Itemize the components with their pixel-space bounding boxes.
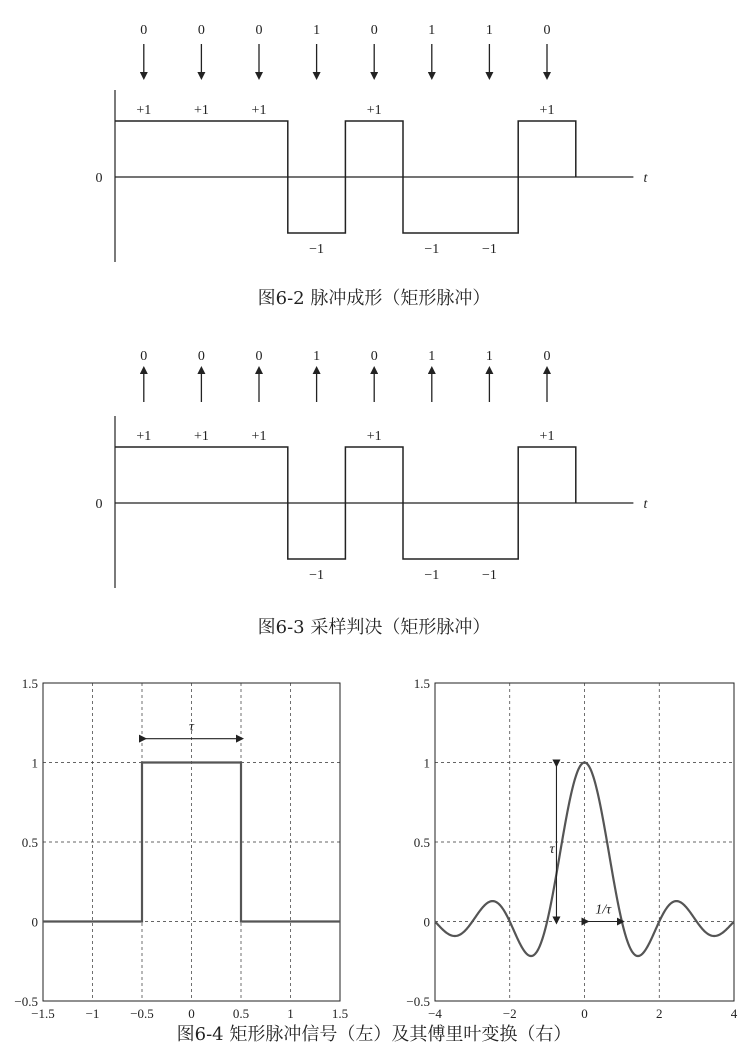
- level-label: +1: [366, 103, 382, 118]
- bit-label: 1: [313, 349, 321, 364]
- level-label: +1: [251, 103, 267, 118]
- x-tick-label: −2: [502, 1006, 517, 1021]
- level-label: +1: [539, 429, 555, 444]
- x-tick-label: 0.5: [232, 1006, 250, 1021]
- bit-label: 0: [255, 23, 263, 38]
- tau-height-annotation: τ: [549, 842, 555, 858]
- tau-annotation: τ: [188, 719, 195, 735]
- zero-label: 0: [95, 497, 103, 512]
- y-tick-label: 1: [31, 755, 38, 771]
- x-tick-label: 0: [188, 1006, 195, 1021]
- y-tick-label: 0: [423, 914, 430, 930]
- figure-6-4-right-chart: [406, 676, 737, 1021]
- level-label: −1: [309, 568, 325, 583]
- figure-6-3: [96, 349, 649, 588]
- level-label: −1: [481, 568, 497, 583]
- bit-label: 1: [485, 349, 493, 364]
- bit-label: 0: [370, 349, 378, 364]
- bit-label: 0: [197, 23, 205, 38]
- bit-label: 1: [428, 23, 436, 38]
- figure-6-4-left-chart: [14, 676, 348, 1021]
- bit-label: 0: [543, 349, 551, 364]
- level-label: +1: [539, 103, 555, 118]
- y-tick-label: 1.5: [413, 676, 430, 691]
- level-label: +1: [251, 429, 267, 444]
- bit-label: 0: [255, 349, 263, 364]
- bit-label: 0: [370, 23, 378, 38]
- bit-label: 0: [140, 23, 148, 38]
- level-label: +1: [136, 103, 152, 118]
- figure-6-2: [96, 23, 649, 262]
- y-tick-label: −0.5: [406, 994, 430, 1009]
- y-tick-label: 0.5: [413, 835, 430, 850]
- bit-label: 0: [197, 349, 205, 364]
- figure-6-2-caption: 图6-2 脉冲成形（矩形脉冲）: [257, 288, 491, 309]
- bit-label: 0: [543, 23, 551, 38]
- x-tick-label: 0: [581, 1006, 588, 1021]
- x-tick-label: 4: [730, 1006, 738, 1021]
- level-label: +1: [193, 429, 209, 444]
- level-label: +1: [193, 103, 209, 118]
- x-tick-label: 1.5: [331, 1006, 349, 1021]
- x-tick-label: −4: [428, 1006, 442, 1021]
- level-label: −1: [481, 242, 497, 257]
- x-tick-label: −1: [85, 1006, 100, 1021]
- x-tick-label: −0.5: [130, 1006, 154, 1021]
- level-label: −1: [424, 568, 440, 583]
- x-axis-label: t: [643, 497, 648, 512]
- y-tick-label: 0: [31, 914, 38, 930]
- bit-label: 1: [428, 349, 436, 364]
- level-label: +1: [136, 429, 152, 444]
- zero-label: 0: [95, 171, 103, 186]
- bit-label: 0: [140, 349, 148, 364]
- x-tick-label: −1.5: [31, 1006, 55, 1021]
- level-label: −1: [424, 242, 440, 257]
- y-tick-label: 0.5: [21, 835, 38, 850]
- level-label: −1: [309, 242, 325, 257]
- inverse-tau-annotation: 1/τ: [595, 902, 612, 918]
- figure-6-4-caption: 图6-4 矩形脉冲信号（左）及其傅里叶变换（右）: [176, 1024, 572, 1045]
- x-tick-label: 2: [656, 1006, 663, 1021]
- figure-6-3-caption: 图6-3 采样判决（矩形脉冲）: [257, 617, 491, 638]
- level-label: +1: [366, 429, 382, 444]
- x-tick-label: 1: [287, 1006, 294, 1021]
- bit-label: 1: [485, 23, 493, 38]
- y-tick-label: 1: [423, 755, 430, 771]
- x-axis-label: t: [643, 171, 648, 186]
- y-tick-label: −0.5: [14, 994, 38, 1009]
- y-tick-label: 1.5: [21, 676, 38, 691]
- bit-label: 1: [313, 23, 321, 38]
